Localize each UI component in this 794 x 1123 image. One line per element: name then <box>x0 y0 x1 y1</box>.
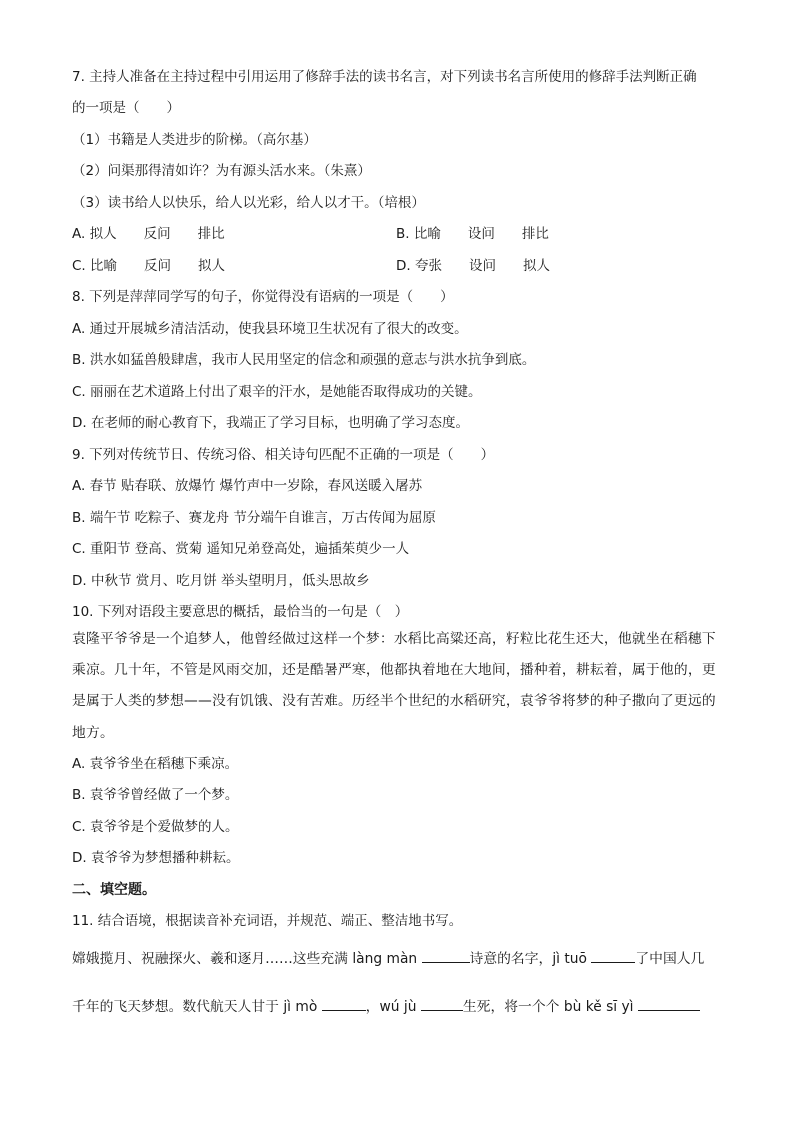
q11-text: 千年的飞天梦想。数代航天人甘于 <box>72 999 284 1016</box>
q9-option-a: A. 春节 贴春联、放爆竹 爆竹声中一岁除，春风送暖入屠苏 <box>72 478 423 494</box>
pinyin-label: jì mò <box>283 999 318 1016</box>
q10-passage <box>72 624 724 749</box>
section-2-title: 二、填空题。 <box>72 881 156 898</box>
answer-blank[interactable] <box>322 996 366 1011</box>
exam-page <box>72 66 724 1018</box>
q7-option-d: D. 夸张 设问 拟人 <box>396 257 550 274</box>
q10-option-c: C. 袁爷爷是个爱做梦的人。 <box>72 818 239 835</box>
q7-item-3: （3）读书给人以快乐，给人以光彩，给人以才干。（培根） <box>72 194 425 211</box>
answer-blank[interactable] <box>591 948 635 963</box>
q7-options-row-1 <box>72 223 724 245</box>
pinyin-label: bù kě sī yì <box>563 999 634 1016</box>
answer-blank[interactable] <box>422 948 470 963</box>
q11-text: 诗意的名字， <box>469 951 553 968</box>
q11-stem: 11. 结合语境，根据读音补充词语，并规范、端正、整洁地书写。 <box>72 913 463 930</box>
q10-passage-line: 是属于人类的梦想——没有饥饿、没有苦难。历经半个世纪的水稻研究，袁爷爷将梦的种子撒向了更远的 <box>72 693 716 710</box>
q10-option-b: B. 袁爷爷曾经做了一个梦。 <box>72 787 239 804</box>
q11-text: 生死，将一个个 <box>462 999 564 1016</box>
answer-blank[interactable] <box>421 996 463 1011</box>
q8-option-a: A. 通过开展城乡清洁活动，使我县环境卫生状况有了很大的改变。 <box>72 320 468 337</box>
q7-item-2: （2）问渠那得清如许？为有源头活水来。（朱熹） <box>72 163 371 179</box>
q11-fill-line-1 <box>72 948 724 970</box>
pinyin-label: wú jù <box>379 999 417 1016</box>
q7-item-1: （1）书籍是人类进步的阶梯。（高尔基） <box>72 131 317 148</box>
question-11 <box>72 910 724 1018</box>
q11-text: 了中国人几 <box>635 951 705 968</box>
q7-options-row-2 <box>72 255 724 277</box>
q10-passage-line: 袁隆平爷爷是一个追梦人，他曾经做过这样一个梦：水稻比高粱还高，籽粒比花生还大，他就坐在稻穗下 <box>72 631 716 647</box>
pinyin-label: làng màn <box>352 951 418 968</box>
q10-option-d: D. 袁爷爷为梦想播种耕耘。 <box>72 850 240 867</box>
q7-stem-line1: 7. 主持人准备在主持过程中引用运用了修辞手法的读书名言，对下列读书名言所使用的修辞手法判断正确 <box>72 69 697 85</box>
q9-option-c: C. 重阳节 登高、赏菊 遥知兄弟登高处，遍插茱萸少一人 <box>72 541 410 557</box>
q7-option-c: C. 比喻 反问 拟人 <box>72 257 226 274</box>
q9-option-d: D. 中秋节 赏月、吃月饼 举头望明月，低头思故乡 <box>72 572 370 589</box>
q8-stem: 8. 下列是萍萍同学写的句子，你觉得没有语病的一项是（ ） <box>72 289 454 305</box>
q9-option-b: B. 端午节 吃粽子、赛龙舟 节分端午自谁言，万古传闻为屈原 <box>72 509 436 526</box>
question-10 <box>72 601 724 869</box>
q11-text: 嫦娥揽月、祝融探火、羲和逐月……这些充满 <box>72 951 353 968</box>
q10-passage-line: 地方。 <box>72 724 114 741</box>
question-9 <box>72 444 724 592</box>
q7-option-b: B. 比喻 设问 排比 <box>396 226 549 242</box>
q10-stem: 10. 下列对语段主要意思的概括，最恰当的一句是（ ） <box>72 604 409 620</box>
question-7 <box>72 66 724 277</box>
q11-fill-line-2 <box>72 996 724 1018</box>
q8-option-c: C. 丽丽在艺术道路上付出了艰辛的汗水，是她能否取得成功的关键。 <box>72 383 482 400</box>
question-8 <box>72 286 724 434</box>
pinyin-label: jì tuō <box>552 951 587 968</box>
answer-blank[interactable] <box>638 996 700 1011</box>
q10-passage-line: 乘凉。几十年，不管是风雨交加，还是酷暑严寒，他都执着地在大地间，播种着，耕耘着，属于他的，更 <box>72 662 716 679</box>
q8-option-d: D. 在老师的耐心教育下，我端正了学习目标，也明确了学习态度。 <box>72 415 469 431</box>
q10-option-a: A. 袁爷爷坐在稻穗下乘凉。 <box>72 755 239 772</box>
q9-stem: 9. 下列对传统节日、传统习俗、相关诗句匹配不正确的一项是（ ） <box>72 446 495 463</box>
q8-option-b: B. 洪水如猛兽般肆虐，我市人民用坚定的信念和顽强的意志与洪水抗争到底。 <box>72 352 536 368</box>
q11-text: ， <box>365 999 380 1016</box>
q7-stem-line2: 的一项是（ ） <box>72 100 180 116</box>
q7-option-a: A. 拟人 反问 排比 <box>72 226 225 242</box>
